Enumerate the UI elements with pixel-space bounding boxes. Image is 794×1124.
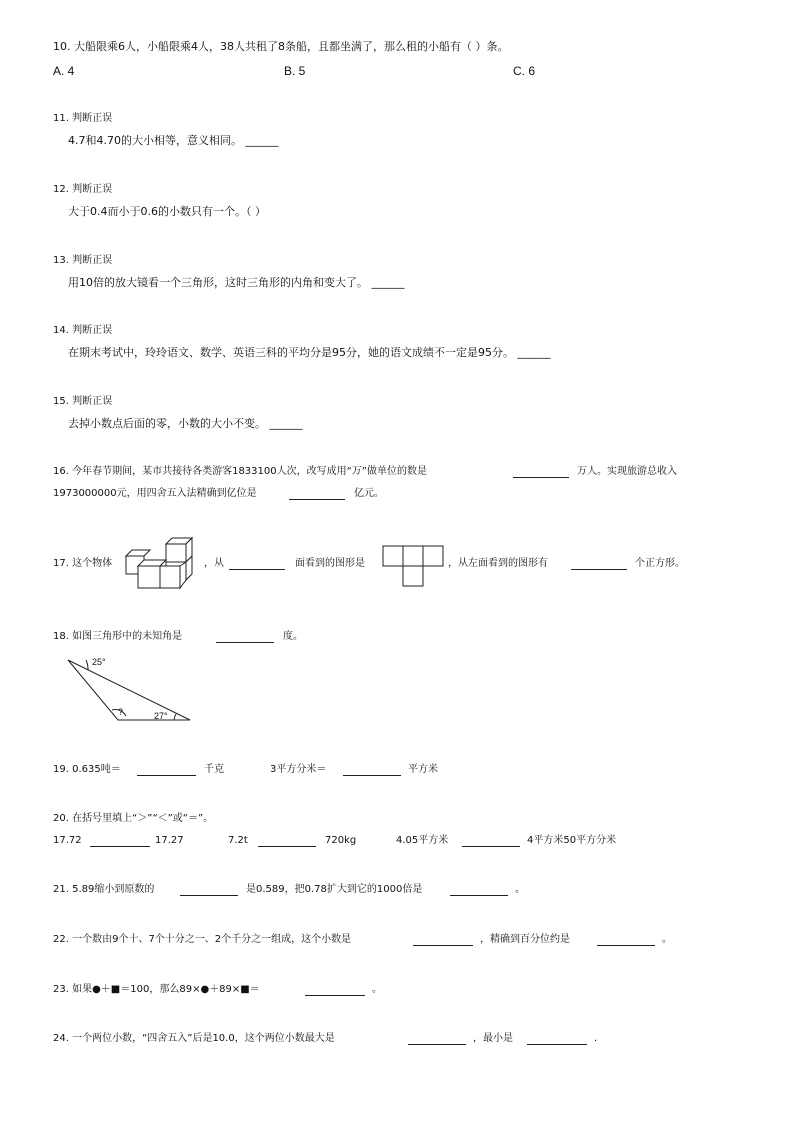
q21-blank-1[interactable] — [180, 895, 238, 896]
q14-label: 14. 判断正误 — [53, 325, 113, 336]
q20-pair2-right: 720kg — [325, 835, 357, 846]
q22-text-b: ，精确到百分位约是 — [480, 934, 570, 945]
q24-blank-2[interactable] — [527, 1044, 587, 1045]
q17-text-b: ，从 — [204, 558, 224, 569]
q22-text-c: 。 — [662, 934, 672, 945]
q23-text-b: 。 — [372, 984, 382, 995]
q21-blank-2[interactable] — [450, 895, 508, 896]
q18-text-a: 18. 如图三角形中的未知角是 — [53, 631, 183, 642]
q23-blank[interactable] — [305, 995, 365, 996]
q19-text-b: 千克 — [204, 764, 224, 775]
q13-label: 13. 判断正误 — [53, 255, 113, 266]
q15-label: 15. 判断正误 — [53, 396, 113, 407]
q10-option-c[interactable]: C. 6 — [513, 64, 536, 78]
q10-option-a[interactable]: A. 4 — [53, 64, 75, 78]
q13-statement: 用10倍的放大镜看一个三角形，这时三角形的内角和变大了。 ______ — [68, 276, 405, 289]
q22-blank-2[interactable] — [597, 945, 655, 946]
q16-blank-2[interactable] — [289, 499, 345, 500]
q17-text-a: 17. 这个物体 — [53, 558, 113, 569]
angle-unknown-label: ? — [118, 707, 124, 717]
q10-stem: 10. 大船限乘6人，小船限乘4人，38人共租了8条船，且都坐满了，那么租的小船有（ ）条。 — [53, 40, 509, 53]
q20-pair2-left: 7.2t — [228, 835, 248, 846]
q19-text-c: 3平方分米＝ — [270, 764, 327, 775]
q19-blank-1[interactable] — [137, 775, 196, 776]
cube-stack-figure — [126, 536, 198, 592]
q20-blank-3[interactable] — [462, 846, 520, 847]
q14-statement: 在期末考试中，玲玲语文、数学、英语三科的平均分是95分，她的语文成绩不一定是95分。 ______ — [68, 346, 551, 359]
q19-blank-2[interactable] — [343, 775, 401, 776]
q11-statement: 4.7和4.70的大小相等，意义相同。 ______ — [68, 134, 279, 147]
q20-pair1-left: 17.72 — [53, 835, 82, 846]
q24-text-b: ，最小是 — [473, 1033, 513, 1044]
q17-text-d: ，从左面看到的图形有 — [448, 558, 548, 569]
q20-blank-1[interactable] — [90, 846, 150, 847]
q23-text-a: 23. 如果●＋■＝100，那么89×●＋89×■＝ — [53, 984, 260, 995]
q21-text-c: 。 — [515, 884, 525, 895]
q22-blank-1[interactable] — [413, 945, 473, 946]
q20-pair3-right: 4平方米50平方分米 — [527, 835, 617, 846]
q16-blank-1[interactable] — [513, 477, 569, 478]
angle-right-label: 27° — [154, 711, 168, 721]
q17-blank-2[interactable] — [571, 569, 627, 570]
q16-line2-text: 1973000000元，用四舍五入法精确到亿位是 — [53, 488, 257, 499]
q15-statement: 去掉小数点后面的零，小数的大小不变。 ______ — [68, 417, 303, 430]
q21-text-a: 21. 5.89缩小到原数的 — [53, 884, 155, 895]
q21-text-b: 是0.589，把0.78扩大到它的1000倍是 — [246, 884, 423, 895]
q12-statement: 大于0.4而小于0.6的小数只有一个。（ ） — [68, 205, 266, 218]
q20-pair3-left: 4.05平方米 — [396, 835, 449, 846]
q22-text-a: 22. 一个数由9个十、7个十分之一、2个千分之一组成，这个小数是 — [53, 934, 352, 945]
q11-label: 11. 判断正误 — [53, 113, 113, 124]
q18-blank[interactable] — [216, 642, 274, 643]
q20-blank-2[interactable] — [258, 846, 316, 847]
q12-label: 12. 判断正误 — [53, 184, 113, 195]
q24-text-a: 24. 一个两位小数，“四舍五入”后是10.0，这个两位小数最大是 — [53, 1033, 335, 1044]
q20-pair1-right: 17.27 — [155, 835, 184, 846]
q16-line1-text: 16. 今年春节期间，某市共接待各类游客1833100人次，改写成用“万”做单位的数是 — [53, 466, 427, 477]
triangle-figure — [64, 654, 194, 726]
q19-text-a: 19. 0.635吨＝ — [53, 764, 121, 775]
q17-blank-1[interactable] — [229, 569, 285, 570]
q24-text-c: . — [594, 1033, 598, 1044]
q24-blank-1[interactable] — [408, 1044, 466, 1045]
q16-line2-end: 亿元。 — [354, 488, 384, 499]
q16-line1-end: 万人。实现旅游总收入 — [577, 466, 677, 477]
view-shape-figure — [382, 545, 446, 587]
angle-top-label: 25° — [92, 657, 106, 667]
q17-text-e: 个正方形。 — [635, 558, 685, 569]
q19-text-d: 平方米 — [408, 764, 438, 775]
q18-text-b: 度。 — [283, 631, 303, 642]
q10-option-b[interactable]: B. 5 — [284, 64, 306, 78]
q17-text-c: 面看到的图形是 — [295, 558, 365, 569]
q20-label: 20. 在括号里填上“＞”“＜”或“＝”。 — [53, 813, 214, 824]
